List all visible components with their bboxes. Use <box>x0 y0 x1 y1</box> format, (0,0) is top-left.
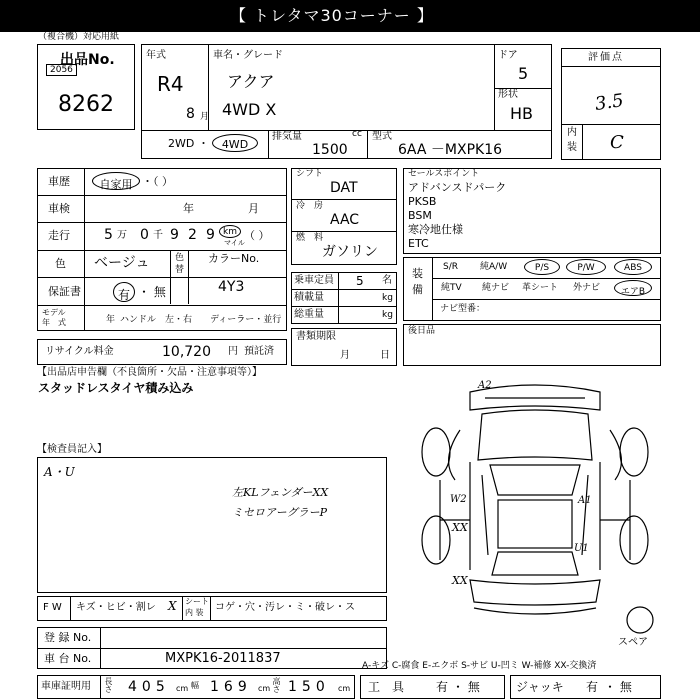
cert-label: 車庫証明用 <box>41 681 91 692</box>
mileage-u1: 万 <box>117 230 127 241</box>
doc-deadline-label: 書類期限 <box>296 331 336 342</box>
diagram-spare: スペア <box>618 637 648 648</box>
cert-height-label: 高さ <box>272 677 281 693</box>
equip-sr: S/R <box>443 262 458 272</box>
equip-ext-navi: 外ナビ <box>573 283 601 293</box>
mileage-km-circled <box>219 225 241 238</box>
doc-deadline-month: 月 <box>340 350 350 361</box>
inspector-note-2: 左KLフェンダーXX <box>232 486 329 499</box>
score-value: 3.5 <box>593 90 625 115</box>
type-label: 型式 <box>372 131 392 142</box>
mileage-d3: 9 <box>170 227 179 243</box>
displacement-value: 1500 <box>312 142 348 158</box>
model-row-handle: ハンドル 左・右 <box>120 315 193 325</box>
fw-text: キズ・ヒビ・割レ <box>76 602 156 613</box>
model-name: アクア <box>227 72 275 91</box>
car-damage-diagram <box>400 370 670 650</box>
warranty-none: ・ 無 <box>138 285 166 299</box>
diagram-xx-2: XX <box>452 574 468 587</box>
inspector-note-3: ミセロアーグラーP <box>232 506 328 519</box>
warranty-label: 保証書 <box>48 285 81 298</box>
history-value-circled <box>92 172 140 190</box>
year-month-unit: 月 <box>200 112 210 122</box>
cert-length: 405 <box>128 679 170 695</box>
shift-value: DAT <box>330 180 358 196</box>
top-note: （複合機）対応用紙 <box>38 32 120 42</box>
fw-sheet-2: 内 装 <box>185 608 204 617</box>
color-change-2: 替 <box>175 265 185 275</box>
equip-navi: 純ナビ <box>482 283 510 293</box>
year-month: 8 <box>186 106 195 122</box>
recycle-value: 10,720 <box>162 344 211 360</box>
mileage-km: km <box>223 227 237 237</box>
selling-points-label: セールスポイント <box>408 169 480 179</box>
cert-length-label: 長さ <box>104 677 113 693</box>
equip-navi-model: ナビ型番： <box>440 304 486 314</box>
equip-pw-circled <box>566 259 606 275</box>
inspection-month: 月 <box>248 202 259 215</box>
doors-value: 5 <box>518 64 529 83</box>
diagram-a1: A1 <box>578 495 592 506</box>
displacement-unit: cc <box>352 129 362 139</box>
gross-label: 総重量 <box>294 309 324 320</box>
model-label: 車名・グレード <box>213 50 283 61</box>
lot-label: 出品No. <box>60 52 115 68</box>
diagram-w2: W2 <box>450 494 467 505</box>
inspection-label: 車検 <box>48 202 70 215</box>
fw-label: F W <box>43 602 62 613</box>
selling-point-1: アドバンスドパーク <box>408 181 507 194</box>
equipment-label-2: 備 <box>412 283 423 296</box>
recycle-label: リサイクル料金 <box>45 346 114 357</box>
jack-none: ・ 無 <box>604 680 632 694</box>
mileage-label: 走行 <box>48 229 70 242</box>
cert-width-label: 幅 <box>191 681 199 690</box>
equip-airbag: エアB <box>620 287 646 297</box>
color-label: 色 <box>55 257 66 270</box>
drive-4wd-circled <box>212 134 258 152</box>
jack-label: ジャッキ <box>516 680 564 694</box>
diagram-a2: A2 <box>478 380 492 391</box>
retrofit-label: 後日品 <box>408 326 436 336</box>
load-label: 積載量 <box>294 292 324 303</box>
cert-width: 169 <box>210 679 252 695</box>
capacity-value: 5 <box>356 274 364 288</box>
shape-value: HB <box>510 104 534 123</box>
year-era: R4 <box>157 72 184 96</box>
shift-label: シフト <box>296 169 324 179</box>
colorno-label: カラーNo. <box>208 252 260 265</box>
drive-2wd: 2WD <box>168 137 195 150</box>
equip-tv: 純TV <box>441 283 462 293</box>
chassis-label: 車 台 No. <box>44 652 92 665</box>
selling-point-3: BSM <box>408 209 432 222</box>
ac-label: 冷 房 <box>296 201 324 211</box>
cert-width-unit: cm <box>258 684 271 693</box>
inspector-box <box>37 457 387 593</box>
lot-stamp <box>46 64 77 76</box>
inspection-year: 年 <box>183 202 194 215</box>
gross-unit: kg <box>382 310 393 320</box>
type-value: 6AA －MXPK16 <box>398 142 503 158</box>
equip-leather: 革シート <box>522 283 559 293</box>
colorno-value: 4Y3 <box>218 279 245 295</box>
tools-has: 有 <box>436 680 449 694</box>
model-row-label-2: 年 式 <box>42 318 66 327</box>
mileage-mile: マイル <box>224 239 245 247</box>
fuel-label: 燃 料 <box>296 233 324 243</box>
equip-abs-circled <box>614 259 652 275</box>
inspector-label: 【検査員記入】 <box>37 444 107 455</box>
recycle-unit: 円 <box>228 346 238 357</box>
model-grade: 4WD X <box>222 100 277 119</box>
mileage-u2: 千 <box>153 230 163 241</box>
warranty-has: 有 <box>117 288 130 302</box>
diagram-xx-1: XX <box>452 521 468 534</box>
lot-number: 8262 <box>58 92 114 117</box>
ac-value: AAC <box>330 212 360 228</box>
inspector-note-1: A・U <box>44 465 75 479</box>
tools-label: 工 具 <box>368 680 405 694</box>
equipment-label-1: 装 <box>412 267 423 280</box>
model-row-label-1: モデル <box>42 308 66 317</box>
fuel-value: ガソリン <box>322 244 378 260</box>
tools-none: ・ 無 <box>452 680 480 694</box>
displacement-label: 排気量 <box>272 131 302 142</box>
interior-label-2: 装 <box>567 142 577 153</box>
mileage-paren: （ ） <box>244 229 270 242</box>
registration-label: 登 録 No. <box>44 631 92 644</box>
history-value: 自家用 <box>99 178 133 191</box>
selling-point-4: 寒冷地仕様 <box>408 223 463 236</box>
model-row-year: 年 <box>106 315 116 325</box>
fw-sheet-1: シート <box>185 597 209 606</box>
equip-ps-circled <box>524 259 560 275</box>
load-unit: kg <box>382 293 393 303</box>
capacity-unit: 名 <box>382 275 392 286</box>
equip-airbag-circled <box>614 280 652 296</box>
interior-value: C <box>610 132 624 153</box>
selling-point-2: PKSB <box>408 195 437 208</box>
recycle-deposit: 預託済 <box>244 346 274 357</box>
mileage-d1: 5 <box>104 227 113 243</box>
equip-abs: ABS <box>624 263 642 273</box>
equip-alloy: 純A/W <box>480 262 508 272</box>
selling-point-5: ETC <box>408 237 429 250</box>
banner-title: 【 トレタマ30コーナー 】 <box>230 6 434 25</box>
mileage-d5: 9 <box>206 227 215 243</box>
doors-label: ドア <box>498 50 518 61</box>
color-value: ベージュ <box>94 255 150 271</box>
score-label: 評価点 <box>588 52 624 63</box>
fw-text-2: コゲ・穴・汚レ・ミ・破レ・ス <box>215 602 355 613</box>
equip-pw: P/W <box>577 263 595 273</box>
diagram-u1: U1 <box>574 543 589 554</box>
model-row-dealer: ディーラー・並行 <box>210 315 282 325</box>
mileage-d2: 0 <box>140 227 149 243</box>
mileage-d4: 2 <box>188 227 197 243</box>
cert-length-unit: cm <box>176 684 189 693</box>
chassis-value: MXPK16-2011837 <box>165 651 281 666</box>
drive-4wd: 4WD <box>221 138 249 151</box>
seller-note-label: 【出品店申告欄（不良箇所・欠品・注意事項等）】 <box>37 367 262 378</box>
history-label: 車歴 <box>48 175 70 188</box>
seller-note-text: スタッドレスタイヤ積み込み <box>38 381 194 395</box>
cert-height: 150 <box>288 679 330 695</box>
equip-ps: P/S <box>534 263 550 273</box>
jack-has: 有 <box>586 680 599 694</box>
retrofit-box <box>403 324 661 366</box>
history-suffix: ・（ ） <box>142 175 173 188</box>
shape-label: 形状 <box>498 89 518 100</box>
lot-stamp-text: 2056 <box>50 65 73 75</box>
cert-height-unit: cm <box>338 684 351 693</box>
fw-x: X <box>168 599 177 613</box>
damage-legend: A-キズ C-腐食 E-エクボ S-サビ U-凹ミ W-補修 XX-交換済 <box>362 661 597 671</box>
capacity-label: 乗車定員 <box>294 275 334 286</box>
drive-separator: ・ <box>198 137 209 150</box>
interior-label-1: 内 <box>567 127 577 138</box>
doc-deadline-day: 日 <box>380 350 390 361</box>
warranty-has-circled <box>113 282 135 302</box>
color-change-1: 色 <box>175 253 185 263</box>
year-label: 年式 <box>146 50 166 61</box>
